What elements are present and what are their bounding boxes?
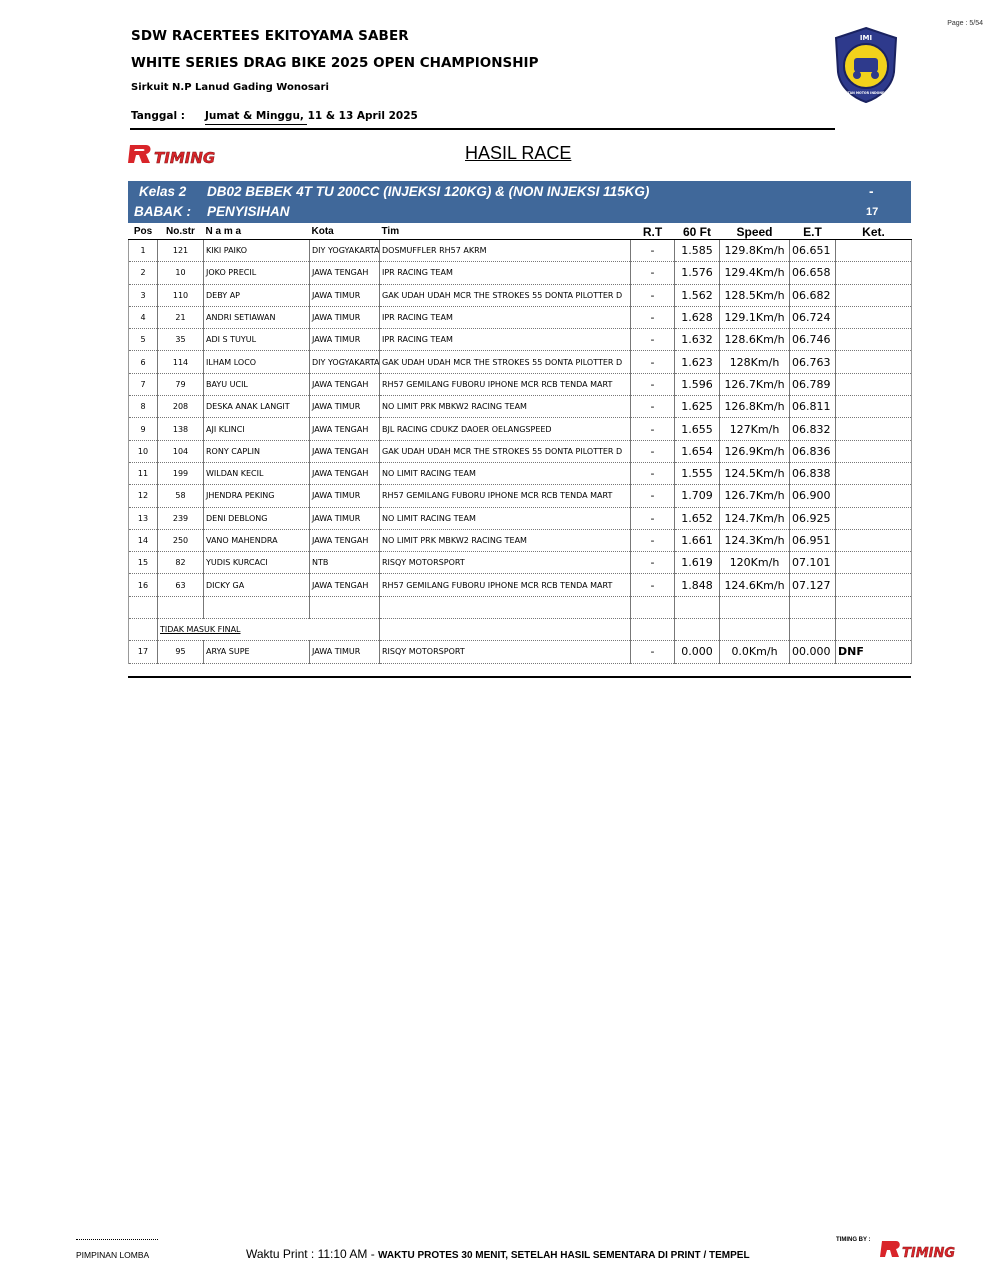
- cell-kota: JAWA TIMUR: [310, 507, 380, 529]
- cell-nostr: 35: [158, 329, 204, 351]
- cell-speed: 124.5Km/h: [720, 462, 790, 484]
- cell-ket: [836, 284, 912, 306]
- cell-60ft: 1.596: [675, 373, 720, 395]
- cell-et: 06.832: [790, 418, 836, 440]
- cell-ket: [836, 485, 912, 507]
- imi-logo-icon: [832, 26, 900, 104]
- blank-cell: [790, 619, 836, 641]
- cell-speed: 120Km/h: [720, 552, 790, 574]
- cell-speed: 0.0Km/h: [720, 641, 790, 663]
- cell-60ft: 1.562: [675, 284, 720, 306]
- cell-pos: 4: [129, 306, 158, 328]
- cell-60ft: 1.655: [675, 418, 720, 440]
- cell-pos: 16: [129, 574, 158, 596]
- cell-tim: RISQY MOTORSPORT: [380, 641, 631, 663]
- table-row: [129, 306, 912, 328]
- cell-speed: 128.5Km/h: [720, 284, 790, 306]
- cell-rt: -: [631, 574, 675, 596]
- cell-nostr: 208: [158, 396, 204, 418]
- cell-pos: 3: [129, 284, 158, 306]
- logo-subtext: IKATAN MOTOR INDONESIA: [841, 91, 891, 95]
- cell-nostr: 104: [158, 440, 204, 462]
- babak-name: PENYISIHAN: [207, 204, 290, 219]
- cell-ket: [836, 396, 912, 418]
- blank-cell: [675, 619, 720, 641]
- cell-speed: 129.4Km/h: [720, 262, 790, 284]
- table-row: [129, 485, 912, 507]
- table-row: [129, 351, 912, 373]
- cell-speed: 127Km/h: [720, 418, 790, 440]
- table-row: [129, 507, 912, 529]
- cell-nama: AJI KLINCI: [204, 418, 310, 440]
- cell-et: 07.127: [790, 574, 836, 596]
- cell-pos: 14: [129, 529, 158, 551]
- cell-kota: JAWA TIMUR: [310, 284, 380, 306]
- cell-rt: -: [631, 373, 675, 395]
- cell-et: 06.682: [790, 284, 836, 306]
- cell-pos: 7: [129, 373, 158, 395]
- cell-nama: YUDIS KURCACI: [204, 552, 310, 574]
- cell-pos: 12: [129, 485, 158, 507]
- cell-ket: DNF: [836, 641, 912, 663]
- class-band: [128, 181, 911, 223]
- participant-count: 17: [866, 206, 879, 218]
- cell-et: 06.900: [790, 485, 836, 507]
- kelas-name: DB02 BEBEK 4T TU 200CC (INJEKSI 120KG) & (NON INJEKSI 115KG): [207, 184, 650, 199]
- cell-60ft: 1.623: [675, 351, 720, 373]
- cell-speed: 128.6Km/h: [720, 329, 790, 351]
- cell-pos: 9: [129, 418, 158, 440]
- table-row: [129, 552, 912, 574]
- signature-label: PIMPINAN LOMBA: [76, 1250, 150, 1260]
- cell-et: 06.925: [790, 507, 836, 529]
- results-table: [128, 224, 912, 664]
- cell-ket: [836, 329, 912, 351]
- cell-rt: -: [631, 262, 675, 284]
- cell-tim: RISQY MOTORSPORT: [380, 552, 631, 574]
- cell-60ft: 1.661: [675, 529, 720, 551]
- cell-nama: ANDRI SETIAWAN: [204, 306, 310, 328]
- col-speed: Speed: [720, 224, 790, 240]
- table-row: [129, 329, 912, 351]
- cell-nama: DENI DEBLONG: [204, 507, 310, 529]
- cell-et: 06.838: [790, 462, 836, 484]
- cell-rt: -: [631, 485, 675, 507]
- cell-kota: JAWA TENGAH: [310, 529, 380, 551]
- section-title: HASIL RACE: [465, 143, 572, 163]
- col-kota: Kota: [310, 224, 380, 240]
- cell-rt: -: [631, 329, 675, 351]
- cell-kota: DIY YOGYAKARTA: [310, 240, 380, 262]
- table-row-not-final: [129, 641, 912, 663]
- venue: Sirkuit N.P Lanud Gading Wonosari: [131, 82, 329, 93]
- cell-speed: 124.7Km/h: [720, 507, 790, 529]
- table-row: [129, 396, 912, 418]
- col-60ft: 60 Ft: [675, 224, 720, 240]
- cell-tim: NO LIMIT PRK MBKW2 RACING TEAM: [380, 529, 631, 551]
- col-et: E.T: [790, 224, 836, 240]
- cell-tim: GAK UDAH UDAH MCR THE STROKES 55 DONTA PILOTTER D: [380, 284, 631, 306]
- cell-rt: -: [631, 641, 675, 663]
- blank-row: [129, 596, 912, 618]
- timing-brand-logo: [128, 141, 228, 167]
- blank-cell: [380, 619, 631, 641]
- date-value: Jumat & Minggu, 11 & 13 April 2025: [205, 110, 418, 122]
- print-time: Waktu Print : 11:10 AM -: [246, 1247, 379, 1261]
- blank-cell: [836, 619, 912, 641]
- cell-60ft: 1.632: [675, 329, 720, 351]
- table-row: [129, 262, 912, 284]
- cell-tim: GAK UDAH UDAH MCR THE STROKES 55 DONTA PILOTTER D: [380, 440, 631, 462]
- cell-nostr: 21: [158, 306, 204, 328]
- cell-rt: -: [631, 462, 675, 484]
- blank-cell: [631, 596, 675, 618]
- cell-pos: 13: [129, 507, 158, 529]
- blank-cell: [129, 596, 158, 618]
- table-row: [129, 462, 912, 484]
- cell-ket: [836, 306, 912, 328]
- cell-et: 06.651: [790, 240, 836, 262]
- cell-nama: BAYU UCIL: [204, 373, 310, 395]
- cell-tim: BJL RACING CDUKZ DAOER OELANGSPEED: [380, 418, 631, 440]
- page-number: Page : 5/54: [947, 20, 983, 27]
- cell-kota: JAWA TENGAH: [310, 462, 380, 484]
- cell-60ft: 1.576: [675, 262, 720, 284]
- cell-rt: -: [631, 351, 675, 373]
- cell-rt: -: [631, 284, 675, 306]
- blank-cell: [675, 596, 720, 618]
- cell-rt: -: [631, 529, 675, 551]
- cell-et: 00.000: [790, 641, 836, 663]
- cell-pos: 6: [129, 351, 158, 373]
- cell-tim: IPR RACING TEAM: [380, 262, 631, 284]
- table-bottom-rule: [128, 676, 911, 678]
- cell-speed: 129.1Km/h: [720, 306, 790, 328]
- cell-speed: 124.3Km/h: [720, 529, 790, 551]
- blank-cell: [631, 619, 675, 641]
- timing-brand-logo-footer: [880, 1237, 964, 1261]
- cell-speed: 124.6Km/h: [720, 574, 790, 596]
- cell-tim: RH57 GEMILANG FUBORU IPHONE MCR RCB TENDA MART: [380, 574, 631, 596]
- blank-cell: [158, 596, 204, 618]
- cell-ket: [836, 240, 912, 262]
- cell-nostr: 199: [158, 462, 204, 484]
- col-nama: N a m a: [204, 224, 310, 240]
- blank-cell: [204, 596, 310, 618]
- cell-60ft: 1.848: [675, 574, 720, 596]
- blank-cell: [129, 619, 158, 641]
- cell-60ft: 1.625: [675, 396, 720, 418]
- cell-pos: 8: [129, 396, 158, 418]
- cell-nama: ADI S TUYUL: [204, 329, 310, 351]
- signature-line: [76, 1239, 158, 1240]
- table-row: [129, 440, 912, 462]
- cell-nostr: 239: [158, 507, 204, 529]
- cell-60ft: 1.709: [675, 485, 720, 507]
- cell-nama: ILHAM LOCO: [204, 351, 310, 373]
- cell-tim: RH57 GEMILANG FUBORU IPHONE MCR RCB TENDA MART: [380, 373, 631, 395]
- babak-label: BABAK :: [134, 204, 191, 219]
- cell-kota: JAWA TIMUR: [310, 396, 380, 418]
- championship-title: WHITE SERIES DRAG BIKE 2025 OPEN CHAMPIONSHIP: [131, 55, 539, 71]
- cell-ket: [836, 507, 912, 529]
- cell-rt: -: [631, 507, 675, 529]
- table-row: [129, 284, 912, 306]
- table-row: [129, 529, 912, 551]
- cell-nostr: 121: [158, 240, 204, 262]
- cell-et: 06.951: [790, 529, 836, 551]
- cell-ket: [836, 418, 912, 440]
- cell-nostr: 10: [158, 262, 204, 284]
- cell-ket: [836, 373, 912, 395]
- cell-tim: NO LIMIT RACING TEAM: [380, 507, 631, 529]
- table-row: [129, 240, 912, 262]
- col-pos: Pos: [129, 224, 158, 240]
- protest-note: WAKTU PROTES 30 MENIT, SETELAH HASIL SEMENTARA DI PRINT / TEMPEL: [378, 1250, 750, 1261]
- table-row: [129, 418, 912, 440]
- cell-rt: -: [631, 240, 675, 262]
- cell-pos: 10: [129, 440, 158, 462]
- cell-kota: JAWA TIMUR: [310, 306, 380, 328]
- cell-rt: -: [631, 306, 675, 328]
- cell-tim: IPR RACING TEAM: [380, 306, 631, 328]
- not-final-label-row: [129, 619, 912, 641]
- cell-nostr: 79: [158, 373, 204, 395]
- print-info: [246, 1247, 750, 1261]
- cell-tim: RH57 GEMILANG FUBORU IPHONE MCR RCB TENDA MART: [380, 485, 631, 507]
- cell-nama: RONY CAPLIN: [204, 440, 310, 462]
- cell-60ft: 1.555: [675, 462, 720, 484]
- header-divider: [130, 128, 835, 130]
- brand-text: TIMING: [154, 149, 216, 167]
- cell-speed: 129.8Km/h: [720, 240, 790, 262]
- cell-rt: -: [631, 418, 675, 440]
- cell-pos: 5: [129, 329, 158, 351]
- cell-kota: JAWA TENGAH: [310, 440, 380, 462]
- cell-rt: -: [631, 552, 675, 574]
- cell-ket: [836, 462, 912, 484]
- cell-nama: DICKY GA: [204, 574, 310, 596]
- cell-ket: [836, 552, 912, 574]
- cell-pos: 1: [129, 240, 158, 262]
- cell-et: 06.811: [790, 396, 836, 418]
- event-title: SDW RACERTEES EKITOYAMA SABER: [131, 28, 409, 44]
- cell-nama: JOKO PRECIL: [204, 262, 310, 284]
- cell-et: 06.724: [790, 306, 836, 328]
- cell-tim: GAK UDAH UDAH MCR THE STROKES 55 DONTA PILOTTER D: [380, 351, 631, 373]
- cell-nama: DEBY AP: [204, 284, 310, 306]
- cell-pos: 17: [129, 641, 158, 663]
- cell-et: 06.746: [790, 329, 836, 351]
- logo-text: IMI: [859, 34, 873, 42]
- cell-60ft: 1.619: [675, 552, 720, 574]
- cell-speed: 126.8Km/h: [720, 396, 790, 418]
- cell-ket: [836, 529, 912, 551]
- cell-pos: 15: [129, 552, 158, 574]
- cell-speed: 126.7Km/h: [720, 373, 790, 395]
- footer-brand-text: TIMING: [902, 1246, 956, 1261]
- timing-by-label: TIMING BY :: [836, 1237, 871, 1243]
- cell-60ft: 1.654: [675, 440, 720, 462]
- cell-tim: IPR RACING TEAM: [380, 329, 631, 351]
- cell-kota: JAWA TENGAH: [310, 262, 380, 284]
- cell-et: 06.789: [790, 373, 836, 395]
- cell-60ft: 1.585: [675, 240, 720, 262]
- cell-nama: KIKI PAIKO: [204, 240, 310, 262]
- cell-tim: NO LIMIT PRK MBKW2 RACING TEAM: [380, 396, 631, 418]
- cell-ket: [836, 574, 912, 596]
- blank-cell: [790, 596, 836, 618]
- blank-cell: [720, 596, 790, 618]
- date-underline: [205, 124, 307, 125]
- cell-nama: ARYA SUPE: [204, 641, 310, 663]
- col-nostr: No.str: [158, 224, 204, 240]
- blank-cell: [836, 596, 912, 618]
- blank-cell: [720, 619, 790, 641]
- cell-nama: JHENDRA PEKING: [204, 485, 310, 507]
- cell-60ft: 1.652: [675, 507, 720, 529]
- cell-60ft: 0.000: [675, 641, 720, 663]
- cell-kota: DIY YOGYAKARTA: [310, 351, 380, 373]
- col-tim: Tim: [380, 224, 631, 240]
- cell-nama: WILDAN KECIL: [204, 462, 310, 484]
- cell-nama: DESKA ANAK LANGIT: [204, 396, 310, 418]
- cell-kota: JAWA TIMUR: [310, 485, 380, 507]
- date-label: Tanggal :: [131, 110, 185, 122]
- col-rt: R.T: [631, 224, 675, 240]
- cell-ket: [836, 351, 912, 373]
- cell-nostr: 110: [158, 284, 204, 306]
- cell-tim: NO LIMIT RACING TEAM: [380, 462, 631, 484]
- cell-speed: 128Km/h: [720, 351, 790, 373]
- cell-nostr: 63: [158, 574, 204, 596]
- cell-nostr: 82: [158, 552, 204, 574]
- cell-kota: NTB: [310, 552, 380, 574]
- table-row: [129, 574, 912, 596]
- cell-kota: JAWA TIMUR: [310, 641, 380, 663]
- cell-pos: 2: [129, 262, 158, 284]
- col-ket: Ket.: [836, 224, 912, 240]
- cell-et: 06.836: [790, 440, 836, 462]
- cell-ket: [836, 262, 912, 284]
- cell-nama: VANO MAHENDRA: [204, 529, 310, 551]
- cell-kota: JAWA TENGAH: [310, 373, 380, 395]
- cell-nostr: 114: [158, 351, 204, 373]
- cell-et: 06.658: [790, 262, 836, 284]
- table-header: [129, 224, 912, 240]
- cell-60ft: 1.628: [675, 306, 720, 328]
- cell-kota: JAWA TENGAH: [310, 574, 380, 596]
- cell-nostr: 95: [158, 641, 204, 663]
- cell-et: 07.101: [790, 552, 836, 574]
- cell-speed: 126.7Km/h: [720, 485, 790, 507]
- cell-ket: [836, 440, 912, 462]
- cell-nostr: 138: [158, 418, 204, 440]
- cell-nostr: 250: [158, 529, 204, 551]
- not-final-label: TIDAK MASUK FINAL: [158, 619, 380, 641]
- cell-rt: -: [631, 396, 675, 418]
- band-dash: -: [869, 184, 874, 199]
- cell-rt: -: [631, 440, 675, 462]
- cell-pos: 11: [129, 462, 158, 484]
- cell-kota: JAWA TENGAH: [310, 418, 380, 440]
- cell-kota: JAWA TIMUR: [310, 329, 380, 351]
- table-row: [129, 373, 912, 395]
- cell-et: 06.763: [790, 351, 836, 373]
- cell-speed: 126.9Km/h: [720, 440, 790, 462]
- blank-cell: [380, 596, 631, 618]
- blank-cell: [310, 596, 380, 618]
- cell-tim: DOSMUFFLER RH57 AKRM: [380, 240, 631, 262]
- cell-nostr: 58: [158, 485, 204, 507]
- kelas-label: Kelas 2: [139, 184, 187, 199]
